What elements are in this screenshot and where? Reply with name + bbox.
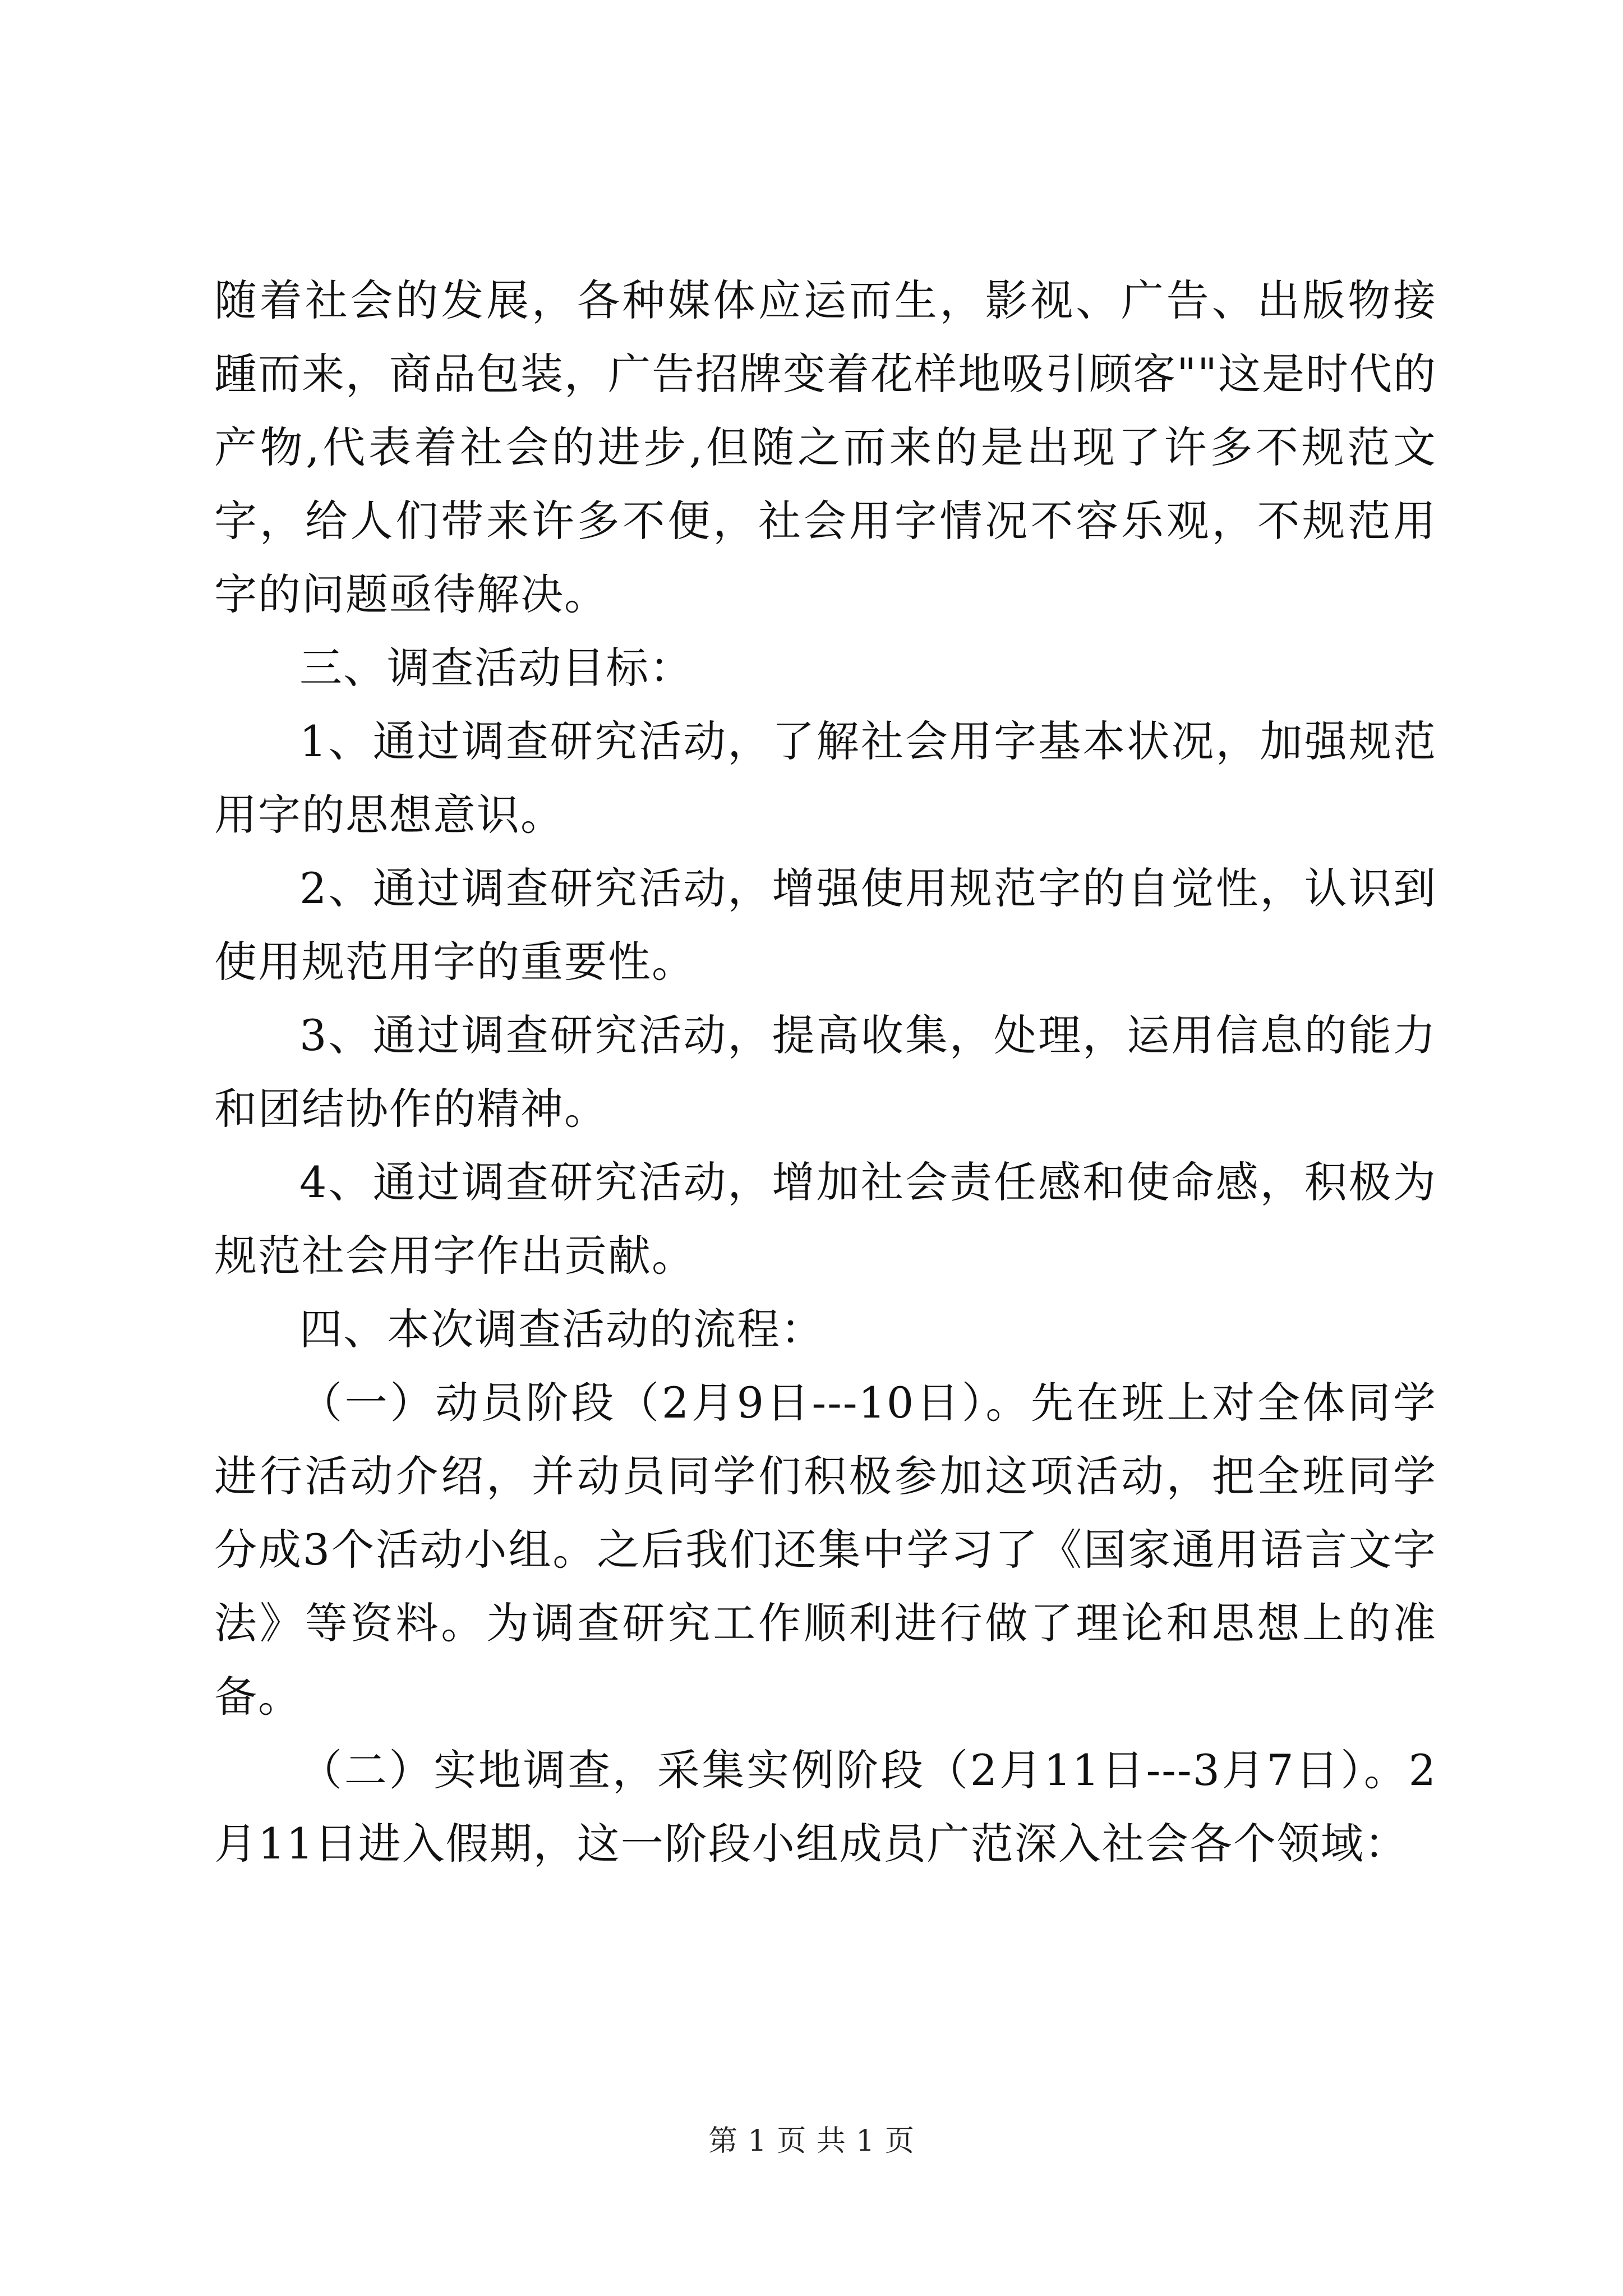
goal-item-1: 1、通过调查研究活动，了解社会用字基本状况，加强规范用字的思想意识。 bbox=[214, 716, 1437, 840]
page-footer: 第 1 页 共 1 页 bbox=[708, 2124, 915, 2158]
goal-item-2: 2、通过调查研究活动，增强使用规范字的自觉性，认识到使用规范用字的重要性。 bbox=[214, 863, 1437, 987]
document-body bbox=[214, 264, 1437, 1880]
goal-item-4: 4、通过调查研究活动，增加社会责任感和使命感，积极为规范社会用字作出贡献。 bbox=[214, 1157, 1437, 1281]
heading-survey-goals: 三、调查活动目标： bbox=[299, 643, 693, 693]
process-step-1: （一）动员阶段（2月9日---10日）。先在班上对全体同学进行活动介绍，并动员同学们积极参加这项活动，把全班同学分成3个活动小组。之后我们还集中学习了《国家通用语言文字法》等资料。为调查研究工作顺利进行做了理论和思想上的准备。 bbox=[214, 1378, 1437, 1722]
goal-item-3: 3、通过调查研究活动，提高收集，处理，运用信息的能力和团结协作的精神。 bbox=[214, 1010, 1437, 1134]
paragraph-background: 随着社会的发展，各种媒体应运而生，影视、广告、出版物接踵而来，商品包装，广告招牌变着花样地吸引顾客""这是时代的产物,代表着社会的进步,但随之而来的是出现了许多不规范文字，给人们带来许多不便，社会用字情况不容乐观，不规范用字的问题亟待解决。 bbox=[214, 275, 1437, 619]
process-step-2: （二）实地调查，采集实例阶段（2月11日---3月7日）。2月11日进入假期，这一阶段小组成员广范深入社会各个领域： bbox=[214, 1745, 1437, 1869]
heading-survey-process: 四、本次调查活动的流程： bbox=[299, 1304, 824, 1354]
